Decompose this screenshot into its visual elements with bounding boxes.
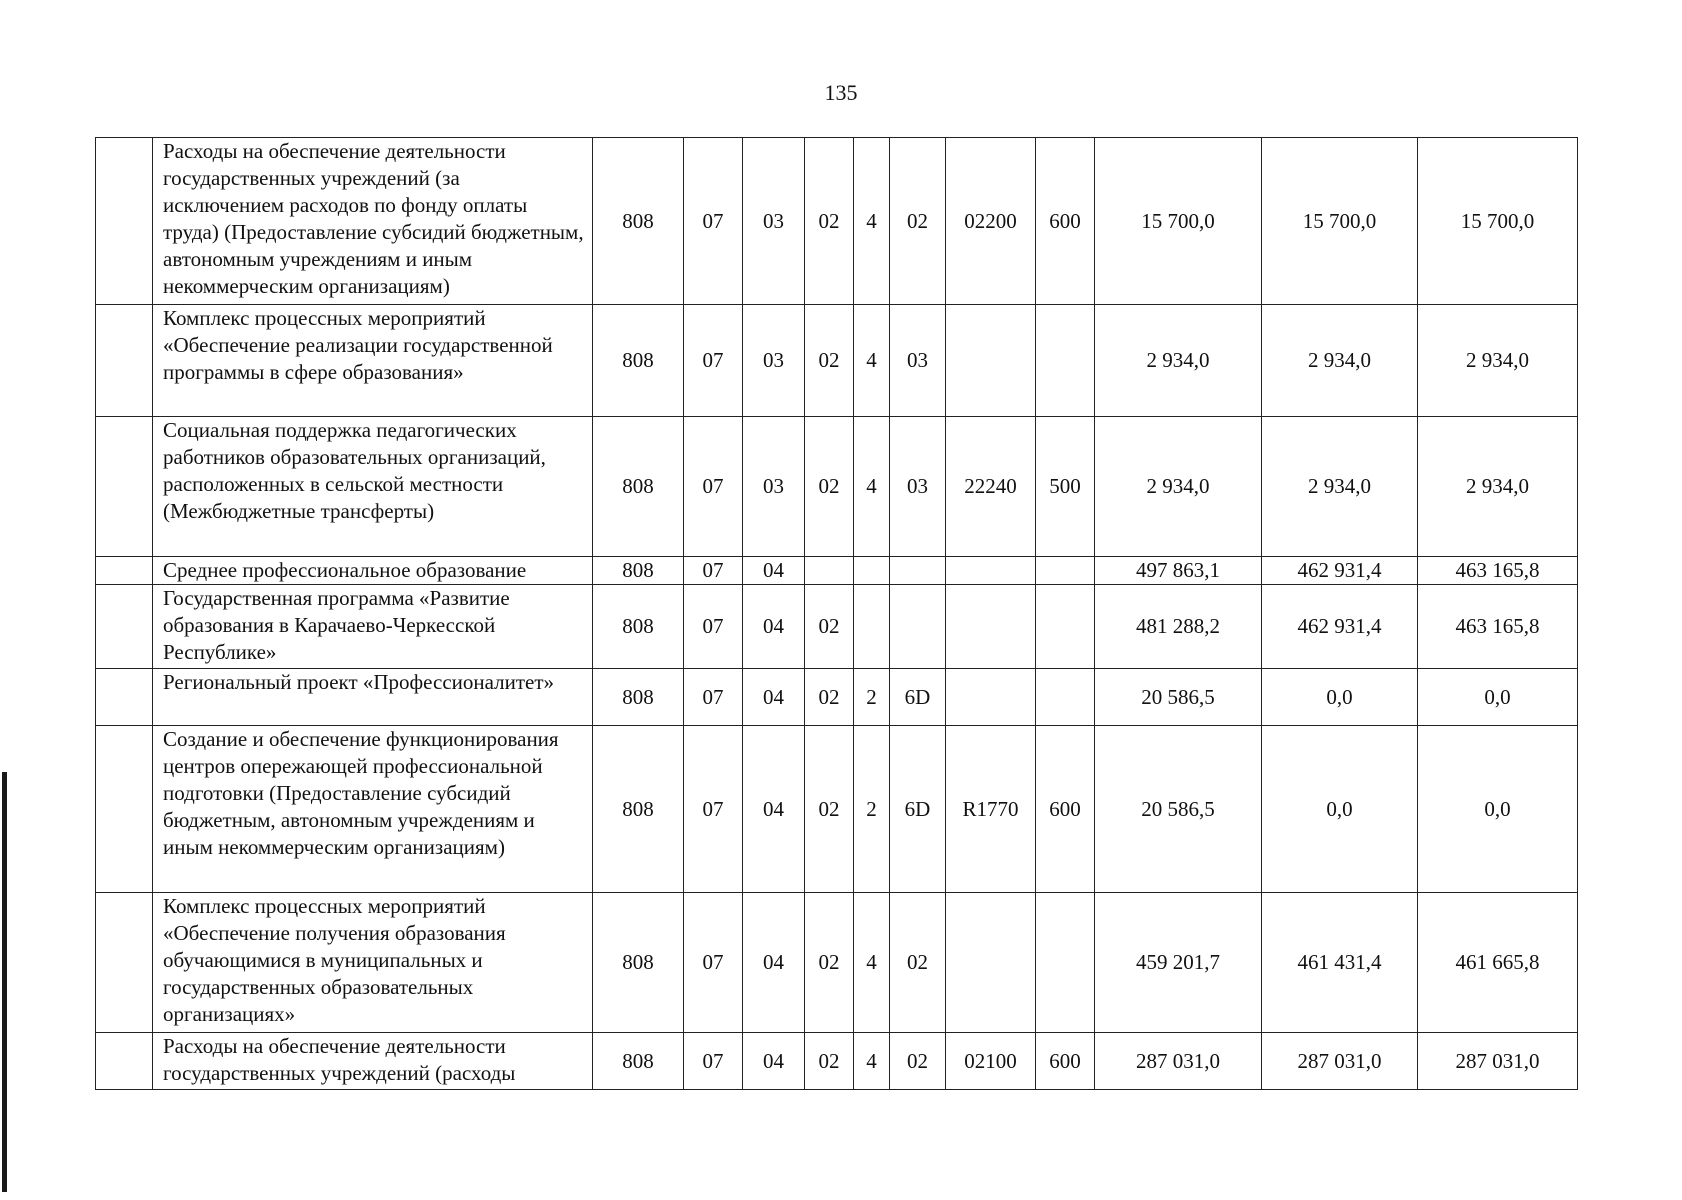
structural-element-code-cell: 02 xyxy=(890,1033,946,1090)
expense-type-code-cell xyxy=(1036,557,1095,585)
section-code-cell: 07 xyxy=(684,305,743,417)
expense-type-code-cell: 600 xyxy=(1036,138,1095,305)
direction-code-cell: 22240 xyxy=(946,417,1036,557)
row-number-cell xyxy=(96,1033,153,1090)
expense-type-code-cell xyxy=(1036,669,1095,726)
direction-code-cell xyxy=(946,893,1036,1033)
structural-element-code-cell: 03 xyxy=(890,417,946,557)
subsection-code-cell: 04 xyxy=(743,726,805,893)
structural-element-code-cell: 02 xyxy=(890,893,946,1033)
subsection-code-cell: 04 xyxy=(743,893,805,1033)
program-code-cell: 02 xyxy=(805,1033,854,1090)
grbs-code-cell: 808 xyxy=(593,138,684,305)
page-number: 135 xyxy=(824,80,858,105)
structural-element-code-cell: 6D xyxy=(890,669,946,726)
section-code-cell: 07 xyxy=(684,893,743,1033)
subsection-code-cell: 04 xyxy=(743,1033,805,1090)
row-number-cell xyxy=(96,893,153,1033)
direction-code-cell xyxy=(946,305,1036,417)
row-number-cell xyxy=(96,138,153,305)
expense-name-cell: Расходы на обеспечение деятельности государственных учреждений (расходы xyxy=(153,1033,593,1090)
program-code-cell: 02 xyxy=(805,669,854,726)
table-row xyxy=(96,585,1578,669)
section-code-cell: 07 xyxy=(684,726,743,893)
subsection-code-cell: 03 xyxy=(743,138,805,305)
table-body xyxy=(96,138,1578,1090)
grbs-code-cell: 808 xyxy=(593,726,684,893)
grbs-code-cell: 808 xyxy=(593,585,684,669)
structural-element-code-cell: 03 xyxy=(890,305,946,417)
amount-year2-cell: 2 934,0 xyxy=(1262,305,1418,417)
amount-year3-cell: 463 165,8 xyxy=(1418,557,1578,585)
table-row xyxy=(96,417,1578,557)
section-code-cell: 07 xyxy=(684,417,743,557)
direction-code-cell: 02200 xyxy=(946,138,1036,305)
amount-year2-cell: 462 931,4 xyxy=(1262,557,1418,585)
program-type-code-cell xyxy=(854,557,890,585)
expense-type-code-cell: 500 xyxy=(1036,417,1095,557)
expense-type-code-cell xyxy=(1036,585,1095,669)
table-row xyxy=(96,893,1578,1033)
grbs-code-cell: 808 xyxy=(593,669,684,726)
amount-year3-cell: 15 700,0 xyxy=(1418,138,1578,305)
expense-name-cell: Государственная программа «Развитие образования в Карачаево-Черкесской Республике» xyxy=(153,585,593,669)
structural-element-code-cell xyxy=(890,557,946,585)
budget-table xyxy=(95,137,1578,1090)
amount-year2-cell: 462 931,4 xyxy=(1262,585,1418,669)
amount-year2-cell: 287 031,0 xyxy=(1262,1033,1418,1090)
program-code-cell: 02 xyxy=(805,893,854,1033)
structural-element-code-cell: 02 xyxy=(890,138,946,305)
table-row xyxy=(96,305,1578,417)
row-number-cell xyxy=(96,417,153,557)
amount-year2-cell: 0,0 xyxy=(1262,726,1418,893)
program-type-code-cell: 2 xyxy=(854,669,890,726)
subsection-code-cell: 04 xyxy=(743,557,805,585)
program-type-code-cell: 4 xyxy=(854,138,890,305)
direction-code-cell xyxy=(946,557,1036,585)
amount-year1-cell: 15 700,0 xyxy=(1095,138,1262,305)
direction-code-cell xyxy=(946,585,1036,669)
subsection-code-cell: 03 xyxy=(743,305,805,417)
amount-year3-cell: 461 665,8 xyxy=(1418,893,1578,1033)
expense-name-cell: Среднее профессиональное образование xyxy=(153,557,593,585)
program-type-code-cell: 2 xyxy=(854,726,890,893)
table-row xyxy=(96,726,1578,893)
amount-year2-cell: 15 700,0 xyxy=(1262,138,1418,305)
program-code-cell: 02 xyxy=(805,305,854,417)
amount-year1-cell: 459 201,7 xyxy=(1095,893,1262,1033)
grbs-code-cell: 808 xyxy=(593,305,684,417)
table-row xyxy=(96,669,1578,726)
table-row xyxy=(96,1033,1578,1090)
structural-element-code-cell xyxy=(890,585,946,669)
section-code-cell: 07 xyxy=(684,585,743,669)
amount-year1-cell: 2 934,0 xyxy=(1095,417,1262,557)
grbs-code-cell: 808 xyxy=(593,417,684,557)
grbs-code-cell: 808 xyxy=(593,1033,684,1090)
section-code-cell: 07 xyxy=(684,138,743,305)
expense-name-cell: Региональный проект «Профессионалитет» xyxy=(153,669,593,726)
direction-code-cell xyxy=(946,669,1036,726)
amount-year1-cell: 20 586,5 xyxy=(1095,669,1262,726)
grbs-code-cell: 808 xyxy=(593,557,684,585)
direction-code-cell: 02100 xyxy=(946,1033,1036,1090)
amount-year1-cell: 481 288,2 xyxy=(1095,585,1262,669)
subsection-code-cell: 03 xyxy=(743,417,805,557)
row-number-cell xyxy=(96,305,153,417)
amount-year2-cell: 2 934,0 xyxy=(1262,417,1418,557)
amount-year3-cell: 0,0 xyxy=(1418,669,1578,726)
structural-element-code-cell: 6D xyxy=(890,726,946,893)
row-number-cell xyxy=(96,726,153,893)
program-code-cell: 02 xyxy=(805,585,854,669)
expense-name-cell: Комплекс процессных мероприятий «Обеспечение получения образования обучающимися в муниципальных и государственных образовательных организациях» xyxy=(153,893,593,1033)
scan-edge-mark xyxy=(2,772,7,1192)
program-type-code-cell xyxy=(854,585,890,669)
table-row xyxy=(96,557,1578,585)
section-code-cell: 07 xyxy=(684,557,743,585)
amount-year1-cell: 497 863,1 xyxy=(1095,557,1262,585)
amount-year3-cell: 463 165,8 xyxy=(1418,585,1578,669)
amount-year3-cell: 287 031,0 xyxy=(1418,1033,1578,1090)
program-code-cell: 02 xyxy=(805,417,854,557)
amount-year1-cell: 2 934,0 xyxy=(1095,305,1262,417)
program-code-cell xyxy=(805,557,854,585)
expense-name-cell: Социальная поддержка педагогических работников образовательных организаций, расположенных в сельской местности (Межбюджетные трансферты) xyxy=(153,417,593,557)
amount-year2-cell: 461 431,4 xyxy=(1262,893,1418,1033)
section-code-cell: 07 xyxy=(684,1033,743,1090)
program-type-code-cell: 4 xyxy=(854,417,890,557)
expense-type-code-cell xyxy=(1036,305,1095,417)
amount-year3-cell: 2 934,0 xyxy=(1418,305,1578,417)
section-code-cell: 07 xyxy=(684,669,743,726)
amount-year1-cell: 287 031,0 xyxy=(1095,1033,1262,1090)
expense-name-cell: Создание и обеспечение функционирования центров опережающей профессиональной подготовки (Предоставление субсидий бюджетным, автономным учреждениям и иным некоммерческим организациям) xyxy=(153,726,593,893)
amount-year3-cell: 2 934,0 xyxy=(1418,417,1578,557)
program-code-cell: 02 xyxy=(805,138,854,305)
row-number-cell xyxy=(96,557,153,585)
expense-type-code-cell: 600 xyxy=(1036,1033,1095,1090)
expense-type-code-cell xyxy=(1036,893,1095,1033)
table-row xyxy=(96,138,1578,305)
program-type-code-cell: 4 xyxy=(854,305,890,417)
expense-type-code-cell: 600 xyxy=(1036,726,1095,893)
row-number-cell xyxy=(96,669,153,726)
amount-year2-cell: 0,0 xyxy=(1262,669,1418,726)
program-type-code-cell: 4 xyxy=(854,893,890,1033)
subsection-code-cell: 04 xyxy=(743,585,805,669)
expense-name-cell: Расходы на обеспечение деятельности государственных учреждений (за исключением расходов по фонду оплаты труда) (Предоставление субсидий бюджетным, автономным учреждениям и иным некоммерческим организациям) xyxy=(153,138,593,305)
program-code-cell: 02 xyxy=(805,726,854,893)
direction-code-cell: R1770 xyxy=(946,726,1036,893)
subsection-code-cell: 04 xyxy=(743,669,805,726)
amount-year1-cell: 20 586,5 xyxy=(1095,726,1262,893)
row-number-cell xyxy=(96,585,153,669)
expense-name-cell: Комплекс процессных мероприятий «Обеспечение реализации государственной программы в сфере образования» xyxy=(153,305,593,417)
program-type-code-cell: 4 xyxy=(854,1033,890,1090)
grbs-code-cell: 808 xyxy=(593,893,684,1033)
amount-year3-cell: 0,0 xyxy=(1418,726,1578,893)
